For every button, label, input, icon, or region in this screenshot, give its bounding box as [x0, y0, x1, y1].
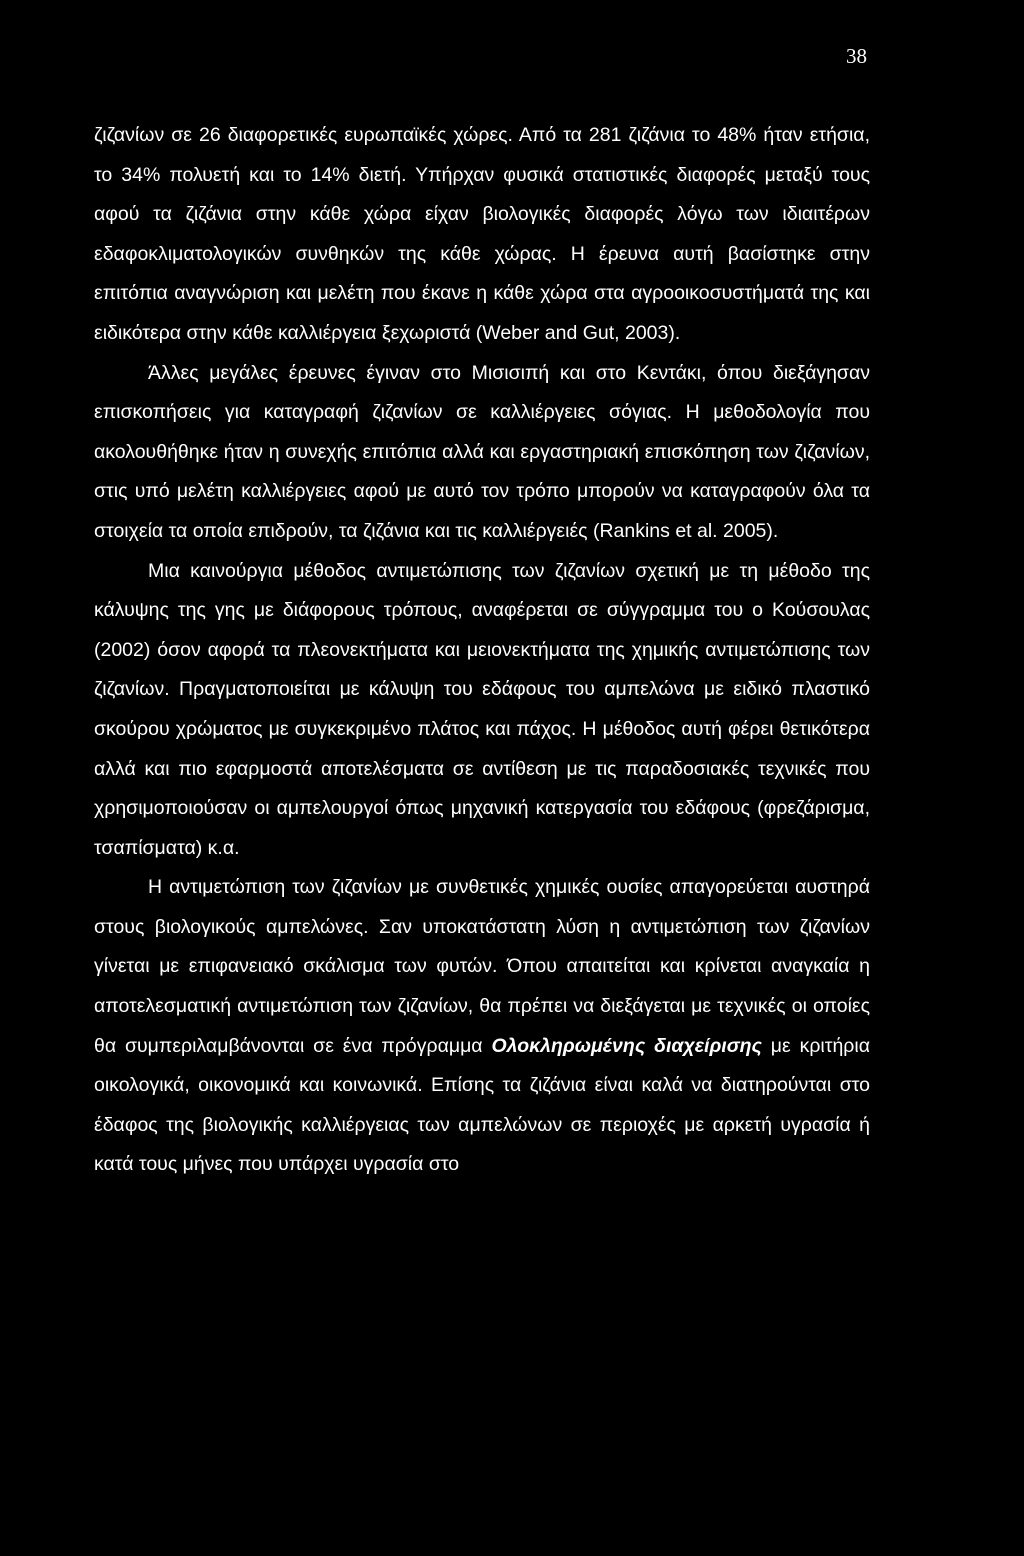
paragraph-text-after: με κριτήρια οικολογικά, οικονομικά και κοινωνικά. Επίσης τα ζιζάνια είναι καλά να διατηρούνται στο έδαφος της βιολογικής καλλιέργειας των αμπελώνων σε περιοχές με αρκετή υγρασία ή κατά τους μήνες που υπάρχει υγρασία στο: [94, 1034, 871, 1176]
page-number: 38: [846, 44, 867, 68]
paragraph-text-before: Η αντιμετώπιση των ζιζανίων με συνθετικές χημικές ουσίες απαγορεύεται αυστηρά στους βιολογικούς αμπελώνες. Σαν υποκατάστατη λύση η αντιμετώπιση των ζιζανίων γίνεται με επιφανειακό σκάλισμα των φυτών. Όπου απαιτείται και κρίνεται αναγκαία η αποτελεσματική αντιμετώπιση των ζιζανίων, θα πρέπει να διεξάγεται με τεχνικές οι οποίες θα συμπεριλαμβάνονται σε ένα πρόγραμμα: [94, 876, 870, 1057]
document-body: [94, 116, 870, 1185]
paragraph-organic-weed-control: [94, 868, 870, 1185]
paragraph-mulching-method: Μια καινούργια μέθοδος αντιμετώπισης των ζιζανίων σχετική με τη μέθοδο της κάλυψης της γης με διάφορους τρόπους, αναφέρεται σε σύγγραμμα του ο Κούσουλας (2002) όσον αφορά τα πλεονεκτήματα και μειονεκτήματα της χημικής αντιμετώπισης των ζιζανίων. Πραγματοποιείται με κάλυψη του εδάφους του αμπελώνα με ειδικό πλαστικό σκούρου χρώματος με συγκεκριμένο πλάτος και πάχος. Η μέθοδος αυτή φέρει θετικότερα αλλά και πιο εφαρμοστά αποτελέσματα σε αντίθεση με τις παραδοσιακές τεχνικές που χρησιμοποιούσαν οι αμπελουργοί όπως μηχανική κατεργασία του εδάφους (φρεζάρισμα, τσαπίσματα) κ.α.: [94, 559, 870, 859]
paragraph-weed-survey-europe: ζιζανίων σε 26 διαφορετικές ευρωπαϊκές χώρες. Από τα 281 ζιζάνια το 48% ήταν ετήσια, το 34% πολυετή και το 14% διετή. Υπήρχαν φυσικά στατιστικές διαφορές μεταξύ τους αφού τα ζιζάνια στην κάθε χώρα είχαν βιολογικές διαφορές λόγω των ιδιαιτέρων εδαφοκλιματολογικών συνθηκών της κάθε χώρας. Η έρευνα αυτή βασίστηκε στην επιτόπια αναγνώριση και μελέτη που έκανε η κάθε χώρα στα αγροοικοσυστήματά της και ειδικότερα στην κάθε καλλιέργεια ξεχωριστά (Weber and Gut, 2003).: [94, 124, 870, 344]
paragraph-soybean-surveys: Άλλες μεγάλες έρευνες έγιναν στο Μισισιπή και στο Κεντάκι, όπου διεξάγησαν επισκοπήσεις για καταγραφή ζιζανίων σε καλλιέργειες σόγιας. Η μεθοδολογία που ακολουθήθηκε ήταν η συνεχής επιτόπια αλλά και εργαστηριακή επισκόπηση των ζιζανίων, στις υπό μελέτη καλλιέργειες αφού με αυτό τον τρόπο μπορούν να καταγραφούν όλα τα στοιχεία τα οποία επιδρούν, τα ζιζάνια και τις καλλιέργειές (Rankins et al. 2005).: [94, 361, 870, 542]
emphasized-term: Ολοκληρωμένης διαχείρισης: [491, 1034, 762, 1057]
